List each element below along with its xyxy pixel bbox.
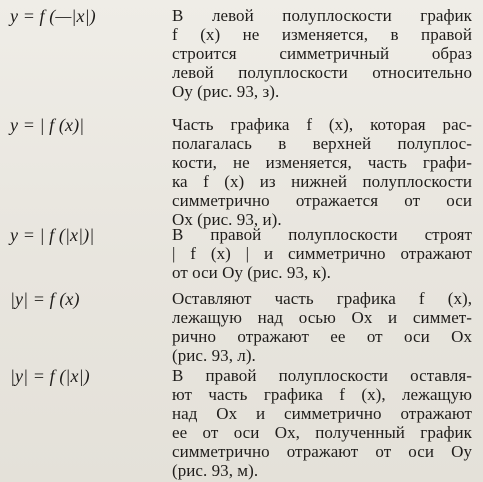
description bbox=[172, 366, 472, 480]
description-line: лежащую над осью Ох и симмет- bbox=[172, 308, 472, 327]
description-line: Часть графика f (x), которая рас- bbox=[172, 115, 472, 134]
formula: y = f (—|x|) bbox=[10, 6, 96, 26]
description-line: | f (x) | и симметрично отражают bbox=[172, 244, 472, 263]
description-line: Оставляют часть графика f (x), bbox=[172, 289, 472, 308]
description-line: ют часть графика f (x), лежащую bbox=[172, 385, 472, 404]
description-line: ка f (x) из нижней полуплоскости bbox=[172, 172, 472, 191]
description-line: Оу (рис. 93, з). bbox=[172, 82, 280, 101]
description-line: строится симметричный образ bbox=[172, 44, 472, 63]
description-line: полагалась в верхней полуплос- bbox=[172, 134, 472, 153]
description-line: f (x) не изменяется, в правой bbox=[172, 25, 472, 44]
description-line: над Ох и симметрично отражают bbox=[172, 404, 472, 423]
description-line: ее от оси Ох, полученный график bbox=[172, 423, 472, 442]
description-line: (рис. 93, л). bbox=[172, 346, 256, 365]
description-line: Ох (рис. 93, и). bbox=[172, 210, 282, 229]
description-line: симметрично отражается от оси bbox=[172, 191, 472, 210]
description-line: симметрично отражают от оси Оу bbox=[172, 442, 472, 461]
description-line: В правой полуплоскости строят bbox=[172, 225, 472, 244]
formula: |y| = f (x) bbox=[10, 289, 80, 309]
description-line: В левой полуплоскости график bbox=[172, 6, 472, 25]
formula: y = | f (|x|)| bbox=[10, 225, 95, 245]
description-line: рично отражают ее от оси Ох bbox=[172, 327, 472, 346]
description-line: кости, не изменяется, часть графи- bbox=[172, 153, 472, 172]
description-line: от оси Оу (рис. 93, к). bbox=[172, 263, 331, 282]
description-line: В правой полуплоскости оставля- bbox=[172, 366, 472, 385]
description bbox=[172, 6, 472, 101]
description-line: левой полуплоскости относительно bbox=[172, 63, 472, 82]
description-line: (рис. 93, м). bbox=[172, 461, 259, 480]
description bbox=[172, 225, 472, 282]
formula: |y| = f (|x|) bbox=[10, 366, 90, 386]
description bbox=[172, 289, 472, 365]
description bbox=[172, 115, 472, 229]
formula: y = | f (x)| bbox=[10, 115, 85, 135]
